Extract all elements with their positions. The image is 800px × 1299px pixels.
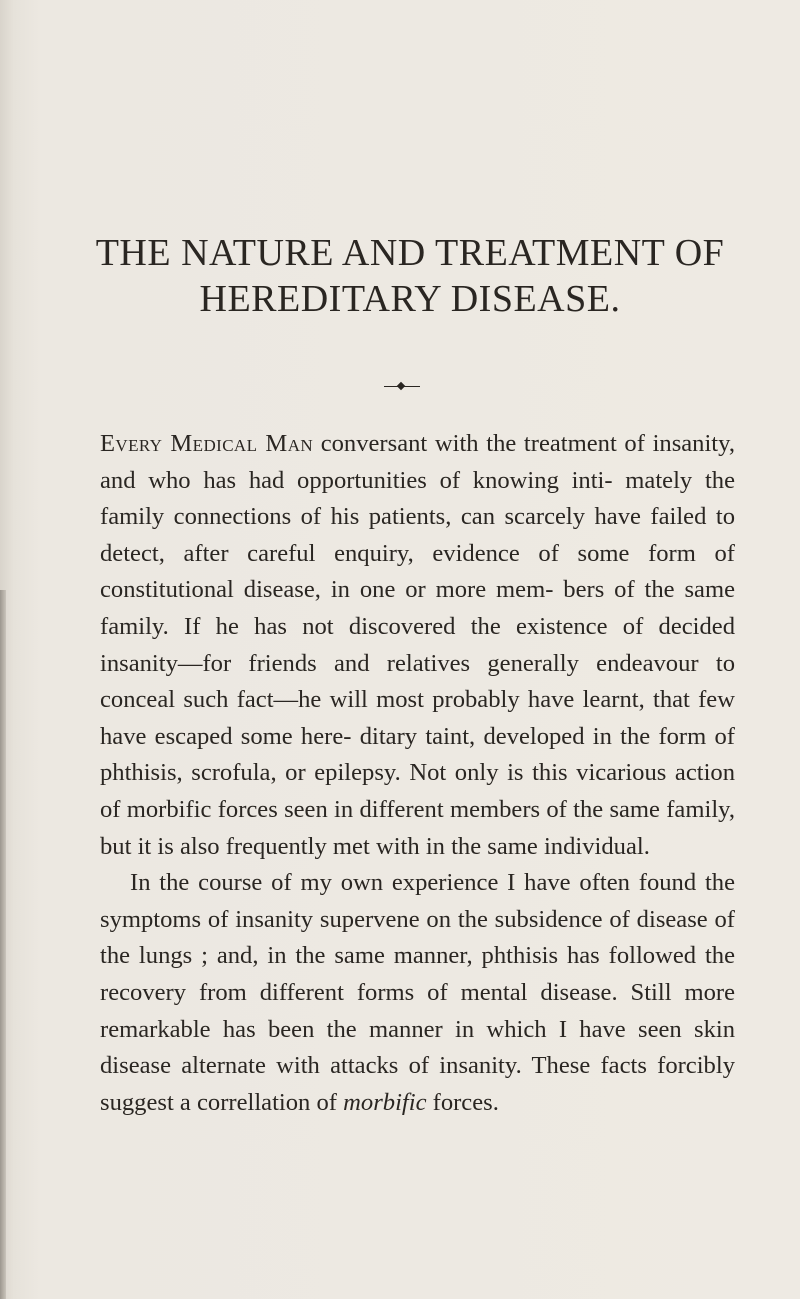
divider-ornament bbox=[384, 381, 420, 393]
paragraph-2-tail: forces. bbox=[426, 1088, 499, 1116]
body-text bbox=[100, 426, 735, 1121]
page-edge-shadow bbox=[0, 590, 6, 1299]
paragraph-2-italic: morbific bbox=[343, 1088, 427, 1116]
paragraph-2 bbox=[100, 865, 735, 1121]
paragraph-2-text: In the course of my own experience I have often found the symptoms of insanity supervene on the subsidence of disease of the lungs ; and, in the same manner, phthisis has followed the recovery from different forms of mental disease. Still more remarkable has been the manner in which I have seen skin disease alternate with attacks of insanity. These facts forcibly suggest a correllation of bbox=[100, 869, 735, 1116]
paragraph-1-lead: Every Medical Man bbox=[100, 430, 314, 457]
chapter-title-line-2: HEREDITARY DISEASE. bbox=[199, 278, 621, 320]
paragraph-1-text: conversant with the treatment of insanity, and who has had opportunities of knowing inti- mately the family connections of his patients, can scarcely have failed to detect, after careful enquiry, evidence of some form of constitutional disease, in one or more mem- bers of the same family. If he has not discovered the existence of decided insanity—for friends and relatives generally endeavour to conceal such fact—he will most probably have learnt, that few have escaped some here- ditary taint, developed in the form of phthisis, scrofula, or epilepsy. Not only is this vicarious action of morbific forces seen in different members of the same family, but it is also frequently met with in the same individual. bbox=[100, 430, 735, 860]
chapter-title-line-1: THE NATURE AND TREATMENT OF bbox=[95, 232, 725, 274]
paragraph-1 bbox=[100, 426, 735, 865]
diamond-icon bbox=[397, 382, 405, 390]
